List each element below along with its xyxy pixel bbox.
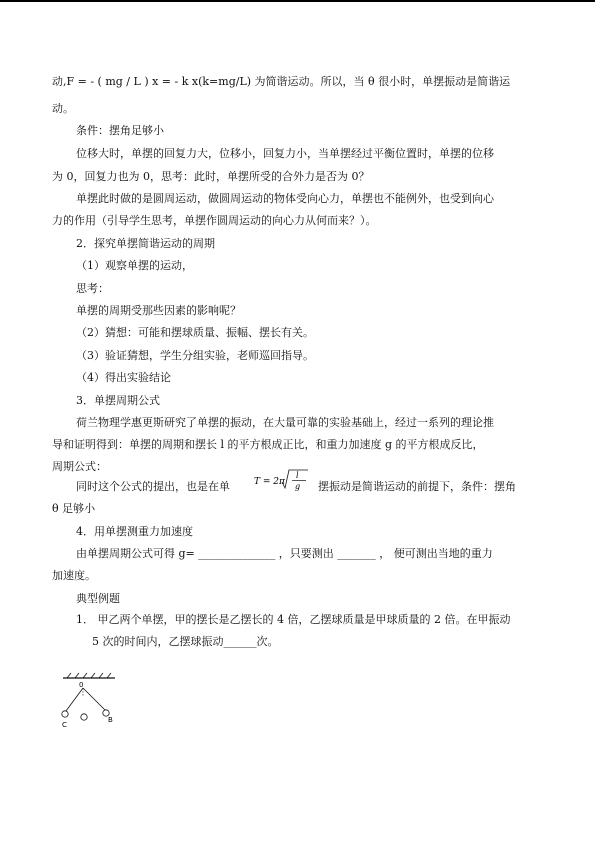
text-line: θ 足够小 [52,502,96,515]
text-line: （4）得出实验结论 [76,371,171,384]
section-heading: 典型例题 [76,592,120,605]
text-line: 单摆的周期受那些因素的影响呢？ [76,304,241,317]
text-line: 位移大时，单摆的回复力大，位移小，回复力小，当单摆经过平衡位置时，单摆的位移 [76,147,494,160]
text-line: 摆振动是简谐运动的前提下，条件：摆角 [318,480,516,493]
label-c: C [62,721,67,729]
string-left [66,688,83,711]
text-line: （2）猜想：可能和摆球质量、振幅、摆长有关。 [76,326,314,339]
pendulum-figure [55,670,125,730]
header-rule [0,0,595,2]
text-line: （1）观察单摆的运动， [76,259,193,272]
formula-lhs: T = 2π [254,477,285,487]
text-line: （3）验证猜想，学生分组实验，老师巡回指导。 [76,349,314,362]
text-line: 导和证明得到：单摆的周期和摆长 l 的平方根成正比，和重力加速度 g 的平方根成反比， [52,438,484,451]
text-line: 力的作用（引导学生思考，单摆作圆周运动的向心力从何而来？）。 [52,214,377,227]
formula-numerator: l [296,471,299,480]
formula-denominator: g [295,482,301,491]
text-line: 5 次的时间内，乙摆球振动______次。 [92,635,279,648]
bob-center [81,714,87,720]
ceiling-hatch [67,673,111,678]
label-b: B [108,716,113,724]
section-heading: 2．探究单摆简谐运动的周期 [76,237,215,250]
text-line: 同时这个公式的提出，也是在单 [76,480,230,493]
string-right [83,688,105,710]
period-formula [252,466,312,496]
text-line: 动,F = - ( mg / L ) x = - k x(k=mg/L) 为简谐运动。所以，当 θ 很小时，单摆振动是简谐运 [52,75,511,88]
text-line: 由单摆周期公式可得 g= ______________ ，只要测出 _______ ， 便可测出当地的重力 [76,547,493,560]
section-heading: 3．单摆周期公式 [76,394,160,407]
label-pivot: 0 [79,681,84,689]
text-line: 荷兰物理学惠更斯研究了单摆的振动，在大量可靠的实验基础上，经过一系列的理论推 [76,416,494,429]
text-line: 为 0，回复力也为 0，思考：此时，单摆所受的合外力是否为 0？ [52,170,370,183]
text-line: 周期公式： [52,460,107,473]
text-line: 加速度。 [52,569,96,582]
text-line: 动。 [52,102,74,115]
text-line: 思考： [76,282,109,295]
bob-left [62,711,68,717]
text-line: 1． 甲乙两个单摆，甲的摆长是乙摆长的 4 倍，乙摆球质量是甲球质量的 2 倍。在甲振动 [76,613,511,626]
text-line: 条件：摆角足够小 [76,124,164,137]
text-line: 单摆此时做的是圆周运动，做圆周运动的物体受向心力，单摆也不能例外，也受到向心 [76,192,494,205]
section-heading: 4．用单摆测重力加速度 [76,525,193,538]
